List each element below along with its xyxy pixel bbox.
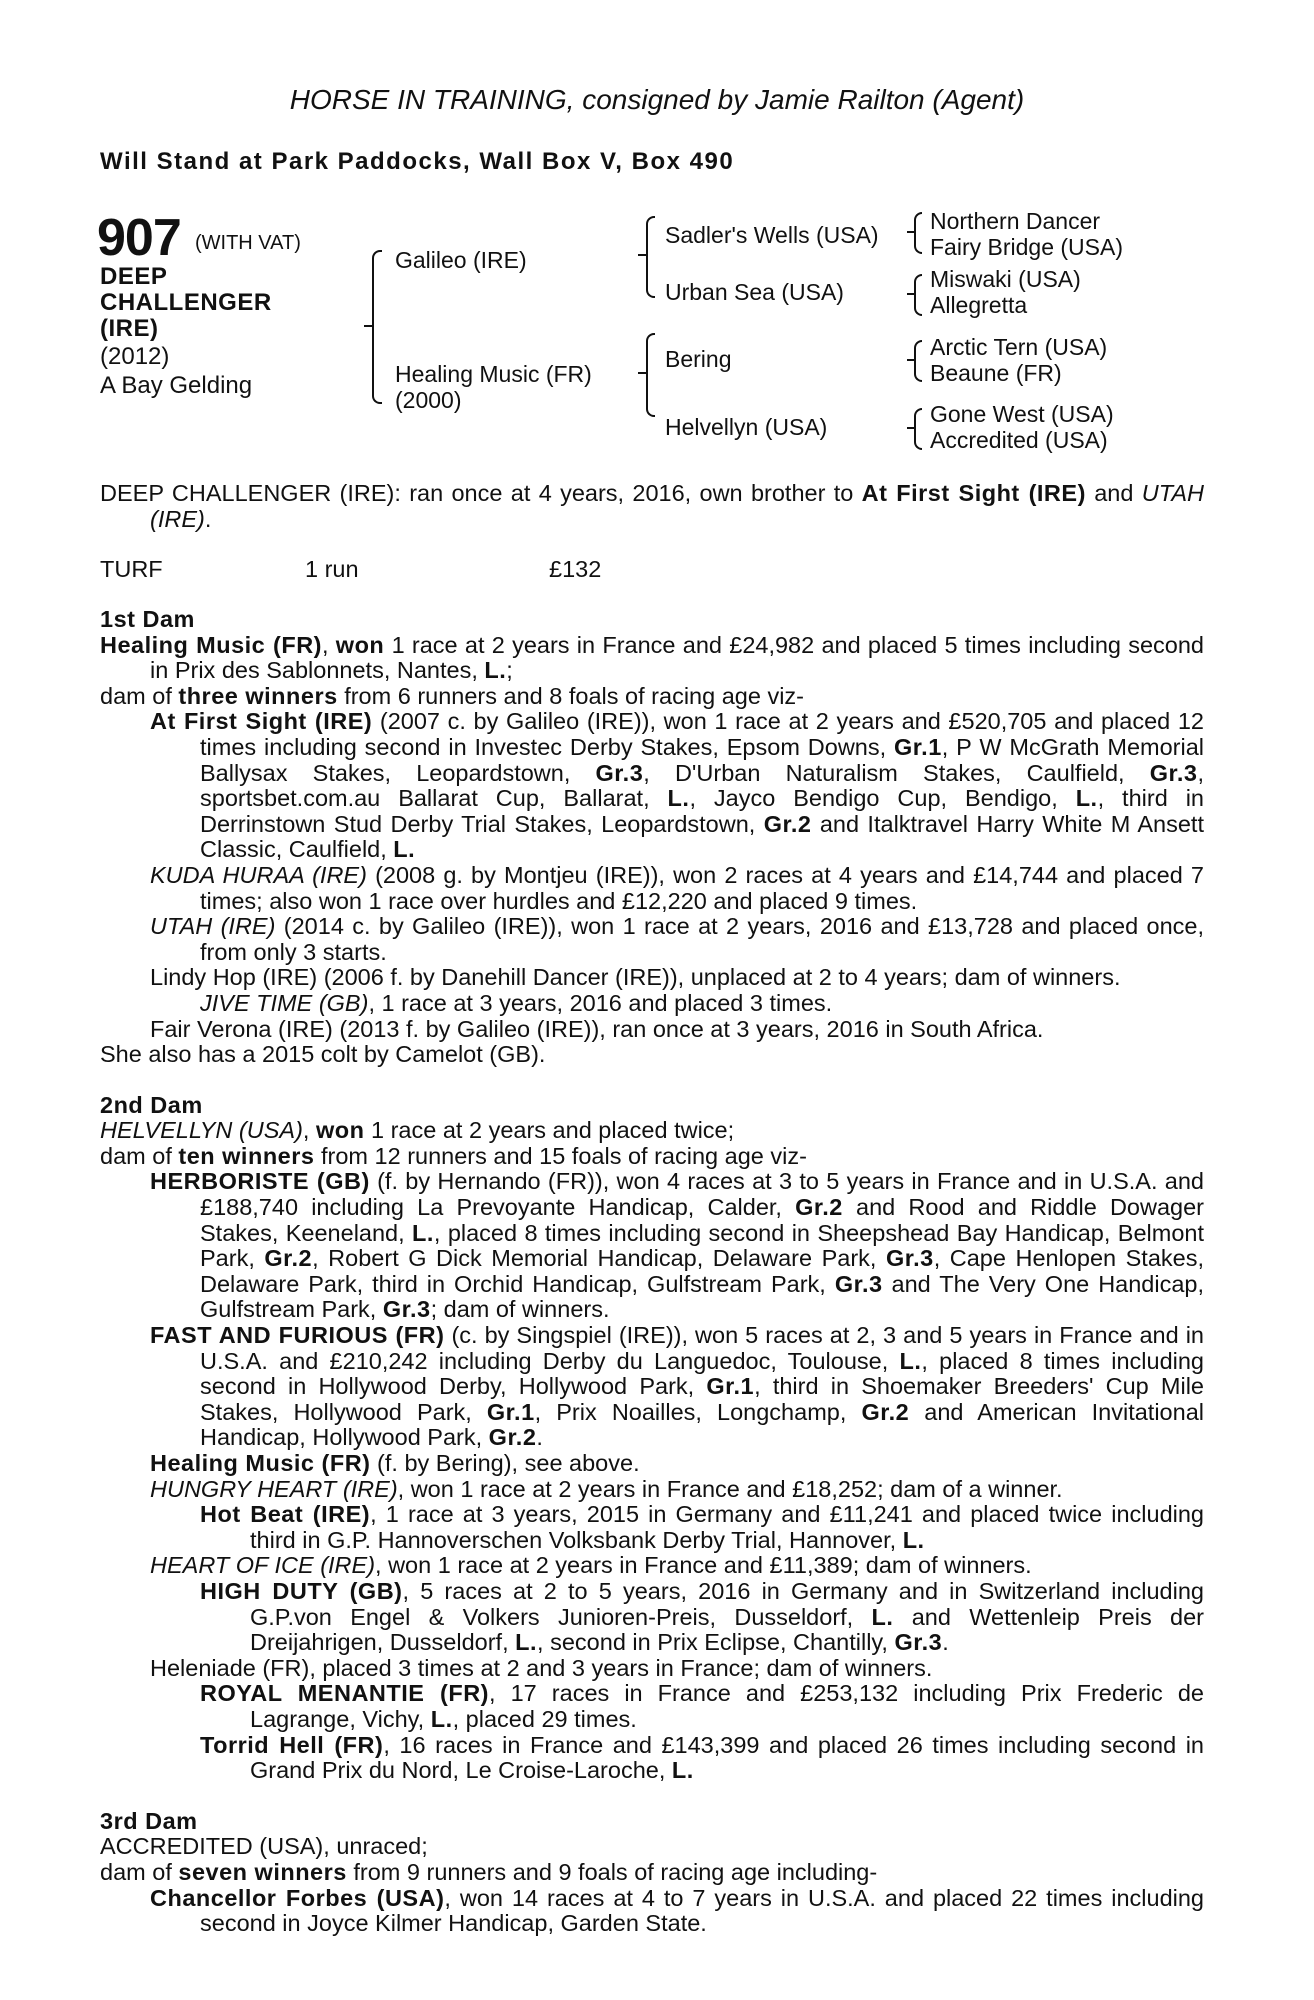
text-run: . xyxy=(204,505,212,532)
text-run: , P W McGrath Memorial Ballysax Stakes, Leopardstown, xyxy=(200,733,1204,786)
third-gen-ancestor: Northern Dancer xyxy=(930,208,1101,234)
text-run: DEEP CHALLENGER (IRE): ran once at 4 years, 2016, own brother to xyxy=(100,480,862,506)
text-run: Hot Beat (IRE) xyxy=(200,1501,371,1528)
horse-name-line: (IRE) xyxy=(100,315,159,342)
text-run: , won 1 race at 2 years in France and £11,389; dam of winners. xyxy=(375,1552,1032,1579)
dam-dam: Helvellyn (USA) xyxy=(665,414,828,440)
text-run: , D'Urban Naturalism Stakes, Caulfield, xyxy=(643,759,1150,786)
dam: Healing Music (FR) xyxy=(395,361,592,387)
text-run: L. xyxy=(671,1757,694,1784)
text-run: and American Invitational Handicap, Hollywood Park, xyxy=(200,1398,1204,1451)
offspring-entry: Heleniade (FR), placed 3 times at 2 and 3 years in France; dam of winners. xyxy=(150,1654,933,1681)
sire-sire: Sadler's Wells (USA) xyxy=(665,222,879,248)
text-run: from 6 runners and 8 foals of racing age viz- xyxy=(337,682,804,709)
text-run: FAST AND FURIOUS (FR) xyxy=(150,1322,445,1349)
pedigree-brace xyxy=(914,408,922,450)
dam-record xyxy=(100,633,1204,684)
text-run: (2014 c. by Galileo (IRE)), won 1 race at 2 years, 2016 and £13,728 and placed once, from only 3 starts. xyxy=(200,913,1204,965)
summary-paragraph xyxy=(100,481,1204,532)
text-run: dam of xyxy=(100,682,179,709)
text-run: , third in Shoemaker Breeders' Cup Mile Stakes, Hollywood Park, xyxy=(200,1373,1205,1425)
text-run: ; xyxy=(506,657,513,684)
text-run: Gr.2 xyxy=(264,1245,313,1272)
pedigree-brace xyxy=(638,254,646,256)
text-run: , 5 races at 2 to 5 years, 2016 in Germany and in Switzerland including G.P.von Engel & Volkers Junioren-Preis, Dusseldorf, xyxy=(250,1577,1204,1630)
text-run: L. xyxy=(393,836,416,863)
offspring-entry: Lindy Hop (IRE) (2006 f. by Danehill Dancer (IRE)), unplaced at 2 to 4 years; dam of winners. xyxy=(150,964,1121,991)
catalogue-heading: HORSE IN TRAINING, consigned by Jamie Railton (Agent) xyxy=(289,84,1025,115)
pedigree-brace xyxy=(914,212,922,254)
pedigree-brace xyxy=(914,274,922,316)
third-gen-ancestor: Accredited (USA) xyxy=(930,427,1108,453)
text-run: L. xyxy=(667,785,690,812)
text-run: KUDA HURAA (IRE) xyxy=(150,861,367,888)
text-run: , 1 race at 3 years, 2015 in Germany and £11,241 and placed twice including third in G.P. Hannoverschen Volksbank Derby Trial, Hannover, xyxy=(250,1501,1204,1553)
text-run: won xyxy=(315,1117,365,1144)
text-run: Gr.3 xyxy=(834,1270,883,1297)
text-run: Gr.2 xyxy=(488,1424,537,1451)
record-surface: TURF xyxy=(100,556,163,582)
text-run: Gr.1 xyxy=(486,1398,535,1425)
text-run: , xyxy=(322,631,336,658)
text-run: Gr.3 xyxy=(894,1629,943,1656)
text-run: , placed 8 times including second in Hollywood Derby, Hollywood Park, xyxy=(200,1347,1205,1400)
text-run: . xyxy=(942,1629,949,1656)
horse-name xyxy=(100,264,272,342)
pedigree-brace xyxy=(907,359,915,361)
text-run: and Wettenleip Preis der Dreijahrigen, Dusseldorf, xyxy=(250,1603,1204,1656)
text-run: and Italktravel Harry White M Ansett Classic, Caulfield, xyxy=(200,810,1204,863)
text-run: L. xyxy=(515,1629,538,1656)
text-run: Gr.2 xyxy=(763,810,812,837)
third-gen-ancestor: Gone West (USA) xyxy=(930,401,1114,427)
pedigree-brace xyxy=(907,427,915,429)
horse-name-line: DEEP xyxy=(100,263,168,290)
text-run: , 17 races in France and £253,132 including Prix Frederic de Lagrange, Vichy, xyxy=(250,1680,1204,1732)
stand-location: Will Stand at Park Paddocks, Wall Box V, Box 490 xyxy=(100,148,735,175)
text-run: Gr.3 xyxy=(595,759,644,786)
text-run: , 16 races in France and £143,399 and placed 26 times including second in Grand Prix du Nord, Le Croise-Laroche, xyxy=(250,1731,1204,1784)
vat-note: (WITH VAT) xyxy=(195,232,301,254)
third-gen-ancestor: Allegretta xyxy=(930,292,1028,318)
pedigree-brace xyxy=(907,231,915,233)
third-gen-ancestor: Miswaki (USA) xyxy=(930,266,1081,292)
third-gen-ancestor: Fairy Bridge (USA) xyxy=(930,234,1123,260)
text-run: Gr.2 xyxy=(861,1398,910,1425)
text-run: (2008 g. by Montjeu (IRE)), won 2 races at 4 years and £14,744 and placed 7 times; also won 1 race over hurdles and £12,220 and placed 9 times. xyxy=(200,861,1204,914)
grand-offspring-entry xyxy=(100,1733,1204,1784)
pedigree-brace xyxy=(372,250,382,404)
section-heading: 3rd Dam xyxy=(100,1807,198,1834)
offspring-entry xyxy=(100,1886,1204,1937)
pedigree-brace xyxy=(364,325,372,327)
text-run: L. xyxy=(871,1603,894,1630)
text-run: dam of xyxy=(100,1142,179,1169)
sire-dam: Urban Sea (USA) xyxy=(665,279,844,305)
dam-year: (2000) xyxy=(395,387,462,413)
text-run: , won 1 race at 2 years in France and £18,252; dam of a winner. xyxy=(397,1475,1063,1502)
offspring-entry xyxy=(100,1451,1204,1477)
text-run: Torrid Hell (FR) xyxy=(200,1731,384,1758)
lot-number: 907 xyxy=(97,209,181,267)
text-run: L. xyxy=(902,1526,925,1553)
text-run: . xyxy=(536,1424,543,1451)
section-heading: 1st Dam xyxy=(100,606,195,632)
offspring-entry xyxy=(100,1169,1204,1323)
text-run: 1 race at 2 years and placed twice; xyxy=(364,1117,735,1144)
text-run: , xyxy=(302,1117,316,1144)
text-run: Gr.3 xyxy=(1149,759,1198,786)
text-run: Chancellor Forbes (USA) xyxy=(150,1884,445,1911)
pedigree-brace xyxy=(646,333,655,417)
record-prize: £132 xyxy=(549,556,602,582)
offspring-entry xyxy=(100,709,1204,863)
pedigree-brace xyxy=(907,293,915,295)
text-run: (2007 c. by Galileo (IRE)), won 1 race at 2 years and £520,705 and placed 12 times including second in Investec Derby Stakes, Epsom Downs, xyxy=(200,708,1204,760)
text-run: , placed 8 times including second in Sheepshead Bay Handicap, Belmont Park, xyxy=(200,1219,1204,1272)
dam-produce-summary xyxy=(100,1144,1204,1170)
dam-record: ACCREDITED (USA), unraced; xyxy=(100,1833,428,1860)
text-run: HELVELLYN (USA) xyxy=(100,1117,303,1144)
text-run: (c. by Singspiel (IRE)), won 5 races at 2, 3 and 5 years in France and in U.S.A. and £210,242 including Derby du Languedoc, Toulouse, xyxy=(200,1322,1204,1374)
text-run: ; dam of winners. xyxy=(430,1296,610,1323)
text-run: three winners xyxy=(178,682,338,709)
dam-record xyxy=(100,1118,1204,1144)
pedigree-brace xyxy=(914,340,922,382)
text-run: and The Very One Handicap, Gulfstream Park, xyxy=(200,1270,1205,1323)
text-run: , won 14 races at 4 to 7 years in U.S.A. and placed 22 times including second in Joyce Kilmer Handicap, Garden State. xyxy=(200,1884,1205,1937)
text-run: Healing Music (FR) xyxy=(150,1450,371,1476)
offspring-entry xyxy=(100,914,1204,965)
text-run: At First Sight (IRE) xyxy=(150,708,373,735)
text-run: HUNGRY HEART (IRE) xyxy=(150,1475,398,1502)
text-run: ROYAL MENANTIE (FR) xyxy=(200,1680,489,1707)
sire: Galileo (IRE) xyxy=(395,247,527,273)
grand-offspring-entry xyxy=(100,1579,1204,1656)
dam-sections xyxy=(100,607,1204,1937)
text-run: , Jayco Bendigo Cup, Bendigo, xyxy=(689,785,1076,812)
text-run: JIVE TIME (GB) xyxy=(200,989,369,1016)
text-run: , third in Derrinstown Stud Derby Trial Stakes, Leopardstown, xyxy=(200,785,1205,837)
grand-offspring-entry xyxy=(100,1502,1204,1553)
text-run: L. xyxy=(484,657,507,684)
text-run: , placed 29 times. xyxy=(452,1705,637,1732)
text-run: and xyxy=(1085,480,1142,506)
text-run: UTAH (IRE) xyxy=(150,913,276,940)
text-run: (f. by Hernando (FR)), won 4 races at 3 to 5 years in France and in U.S.A. and £188,740 including La Prevoyante Handicap, Calder, xyxy=(200,1168,1205,1221)
offspring-entry xyxy=(100,1323,1204,1451)
record-runs: 1 run xyxy=(305,556,359,582)
text-run: , 1 race at 3 years, 2016 and placed 3 times. xyxy=(368,989,833,1016)
text-run: L. xyxy=(430,1705,453,1732)
offspring-note: She also has a 2015 colt by Camelot (GB). xyxy=(100,1041,546,1068)
dam-produce-summary xyxy=(100,684,1204,710)
horse-description: A Bay Gelding xyxy=(100,372,253,399)
text-run: Gr.1 xyxy=(894,733,942,760)
text-run: L. xyxy=(899,1347,922,1374)
text-run: HEART OF ICE (IRE) xyxy=(150,1552,376,1579)
text-run: , Cape Henlopen Stakes, Delaware Park, third in Orchid Handicap, Gulfstream Park, xyxy=(200,1245,1204,1297)
text-run: , second in Prix Eclipse, Chantilly, xyxy=(537,1629,895,1656)
pedigree-brace xyxy=(646,216,655,298)
text-run: from 12 runners and 15 foals of racing age viz- xyxy=(314,1142,807,1169)
text-run: ten winners xyxy=(178,1142,315,1169)
horse-name-line: CHALLENGER xyxy=(100,289,272,316)
text-run: Healing Music (FR) xyxy=(100,631,322,658)
offspring-entry xyxy=(100,863,1204,914)
text-run: won xyxy=(335,631,385,658)
dam-sire: Bering xyxy=(665,346,732,372)
grand-offspring-entry xyxy=(100,1681,1204,1732)
offspring-entry xyxy=(100,1553,1204,1579)
text-run: L. xyxy=(412,1219,434,1246)
text-run: Gr.2 xyxy=(795,1194,843,1221)
text-run: Gr.1 xyxy=(706,1373,755,1400)
pedigree-brace xyxy=(638,372,646,374)
text-run: L. xyxy=(1075,785,1098,812)
text-run: (f. by Bering), see above. xyxy=(370,1450,640,1476)
text-run: Gr.3 xyxy=(382,1296,431,1323)
text-run: HERBORISTE (GB) xyxy=(150,1168,370,1195)
offspring-entry: Fair Verona (IRE) (2013 f. by Galileo (IRE)), ran once at 3 years, 2016 in South Africa. xyxy=(150,1015,1044,1042)
offspring-entry xyxy=(100,1477,1204,1503)
text-run: Gr.3 xyxy=(885,1245,934,1272)
text-run: UTAH (IRE) xyxy=(150,480,1204,532)
section-heading: 2nd Dam xyxy=(100,1091,203,1118)
dam-produce-summary xyxy=(100,1860,1204,1886)
text-run: HIGH DUTY (GB) xyxy=(200,1577,403,1604)
text-run: , Robert G Dick Memorial Handicap, Delaware Park, xyxy=(312,1245,886,1272)
text-run: seven winners xyxy=(178,1858,347,1885)
text-run: dam of xyxy=(100,1858,179,1885)
grand-offspring-entry xyxy=(100,991,1204,1017)
text-run: At First Sight (IRE) xyxy=(861,480,1086,506)
third-gen-ancestor: Beaune (FR) xyxy=(930,360,1062,386)
horse-summary xyxy=(100,481,1204,532)
third-gen-ancestor: Arctic Tern (USA) xyxy=(930,334,1108,360)
foaling-year: (2012) xyxy=(100,343,170,370)
text-run: and Rood and Riddle Dowager Stakes, Keeneland, xyxy=(200,1194,1204,1246)
text-run: from 9 runners and 9 foals of racing age including- xyxy=(346,1858,878,1885)
text-run: , sportsbet.com.au Ballarat Cup, Ballarat, xyxy=(200,759,1204,812)
text-run: , Prix Noailles, Longchamp, xyxy=(534,1398,862,1425)
text-run: 1 race at 2 years in France and £24,982 and placed 5 times including second in Prix des Sablonnets, Nantes, xyxy=(150,631,1205,684)
